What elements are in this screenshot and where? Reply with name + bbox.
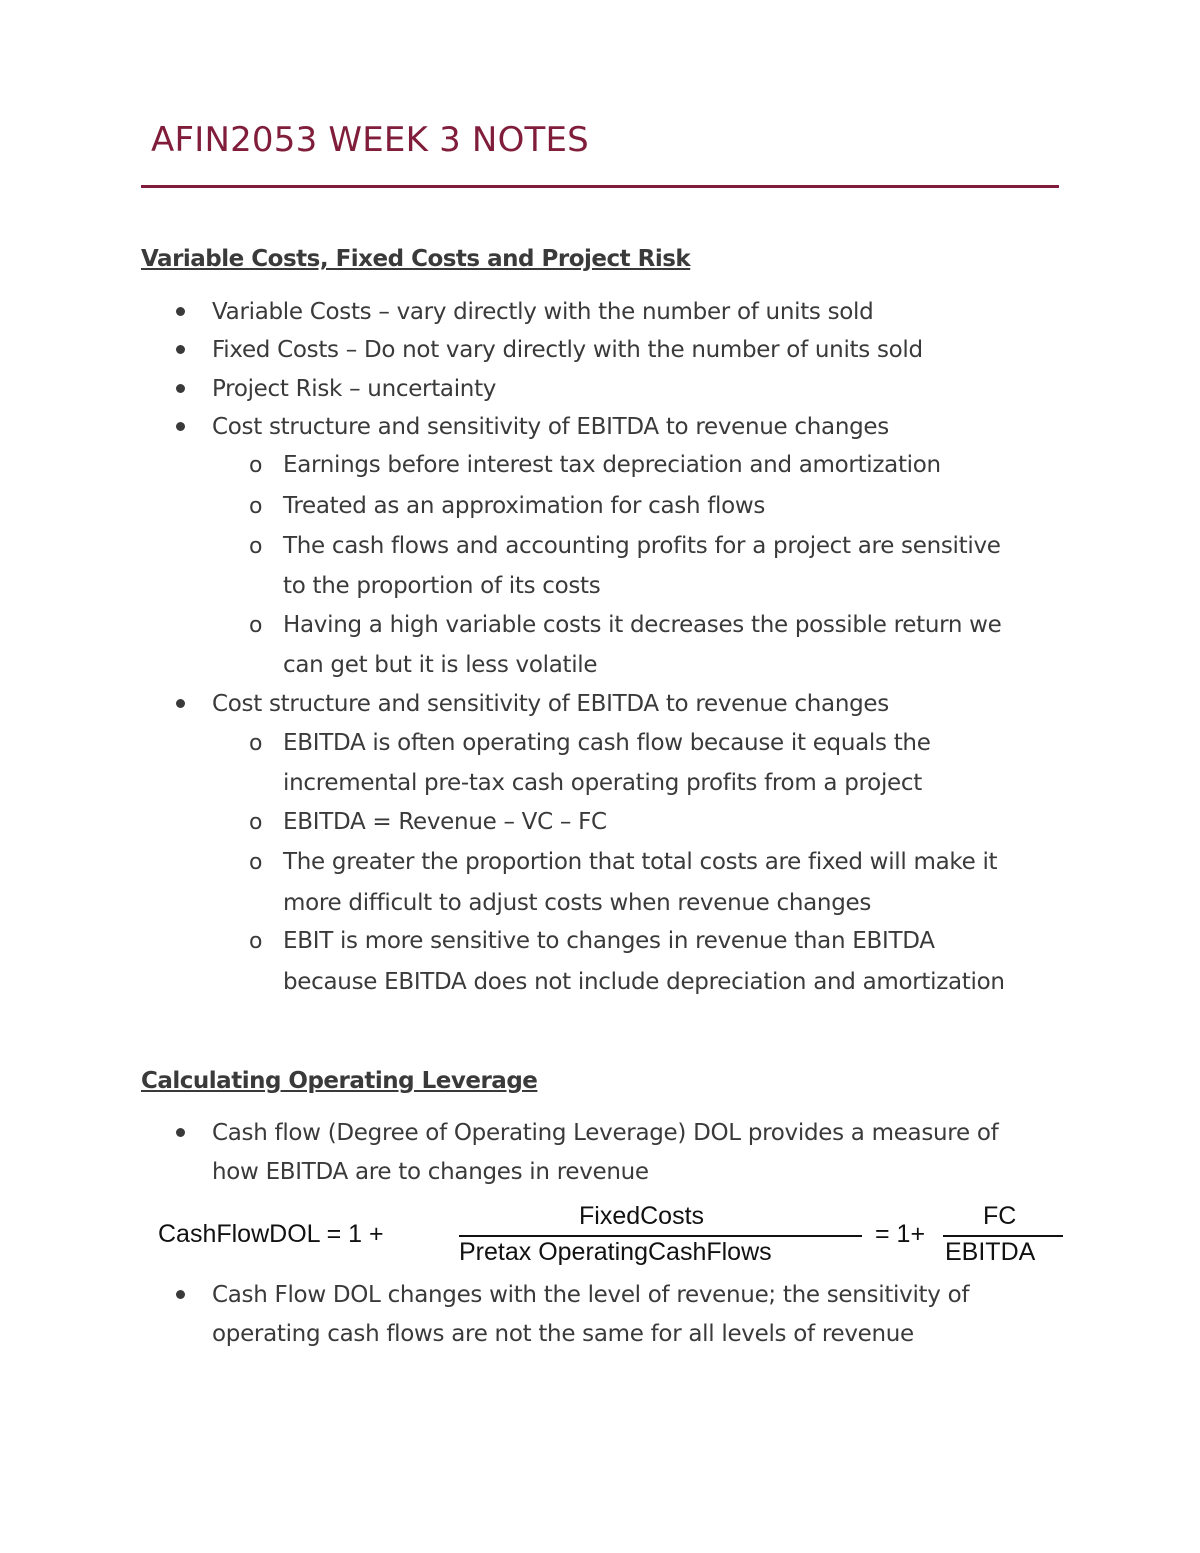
bullet-dot <box>176 422 185 431</box>
dol-formula <box>141 1200 1081 1275</box>
bullet-dot <box>176 1290 185 1299</box>
bullet-dot <box>176 307 185 316</box>
bullet-dot <box>176 699 185 708</box>
sub-bullet-approximation: Treated as an approximation for cash flows <box>283 493 766 519</box>
sub-bullet-ebit-line1: EBIT is more sensitive to changes in revenue than EBITDA <box>283 928 935 954</box>
formula-denominator-ebitda: EBITDA <box>945 1238 1036 1266</box>
formula-numerator-fc: FC <box>983 1202 1017 1230</box>
bullet-dol-line1: Cash flow (Degree of Operating Leverage) DOL provides a measure of <box>212 1120 999 1146</box>
bullet-dol-changes-line2: operating cash flows are not the same for all levels of revenue <box>212 1321 914 1347</box>
sub-bullet-marker: o <box>249 494 263 519</box>
bullet-dol-changes-line1: Cash Flow DOL changes with the level of revenue; the sensitivity of <box>212 1282 970 1308</box>
bullet-dot <box>176 384 185 393</box>
sub-bullet-marker: o <box>249 453 263 478</box>
formula-denominator-pretax-ocf: Pretax OperatingCashFlows <box>459 1238 772 1266</box>
bullet-dot <box>176 345 185 354</box>
section-heading-operating-leverage: Calculating Operating Leverage <box>141 1068 538 1094</box>
sub-bullet-ebitda-formula: EBITDA = Revenue – VC – FC <box>283 809 607 835</box>
sub-bullet-marker: o <box>249 850 263 875</box>
bullet-variable-costs: Variable Costs – vary directly with the number of units sold <box>212 299 874 325</box>
title-divider <box>141 185 1059 188</box>
sub-bullet-ebitda-definition: Earnings before interest tax depreciation and amortization <box>283 452 941 478</box>
sub-bullet-sensitive-line1: The cash flows and accounting profits for a project are sensitive <box>283 533 1001 559</box>
bullet-cost-structure-1: Cost structure and sensitivity of EBITDA to revenue changes <box>212 414 889 440</box>
bullet-fixed-costs: Fixed Costs – Do not vary directly with the number of units sold <box>212 337 923 363</box>
formula-equals-one-plus: = 1+ <box>875 1220 926 1248</box>
sub-bullet-marker: o <box>249 929 263 954</box>
sub-bullet-marker: o <box>249 731 263 756</box>
sub-bullet-fixed-proportion-line2: more difficult to adjust costs when revenue changes <box>283 890 872 916</box>
bullet-dol-line2: how EBITDA are to changes in revenue <box>212 1159 649 1185</box>
sub-bullet-marker: o <box>249 810 263 835</box>
sub-bullet-variable-line1: Having a high variable costs it decreases the possible return we <box>283 612 1002 638</box>
sub-bullet-marker: o <box>249 613 263 638</box>
sub-bullet-ocf-line2: incremental pre-tax cash operating profits from a project <box>283 770 922 796</box>
bullet-project-risk: Project Risk – uncertainty <box>212 376 497 402</box>
section-heading-variable-costs: Variable Costs, Fixed Costs and Project Risk <box>141 246 691 272</box>
sub-bullet-fixed-proportion-line1: The greater the proportion that total costs are fixed will make it <box>283 849 998 875</box>
sub-bullet-marker: o <box>249 534 263 559</box>
bullet-dot <box>176 1128 185 1137</box>
sub-bullet-sensitive-line2: to the proportion of its costs <box>283 573 601 599</box>
fraction-bar <box>459 1235 862 1237</box>
sub-bullet-ocf-line1: EBITDA is often operating cash flow because it equals the <box>283 730 931 756</box>
formula-numerator-fixed-costs: FixedCosts <box>579 1202 705 1230</box>
formula-lhs: CashFlowDOL = 1 + <box>158 1220 384 1248</box>
fraction-bar <box>943 1235 1063 1237</box>
sub-bullet-ebit-line2: because EBITDA does not include depreciation and amortization <box>283 969 1005 995</box>
bullet-cost-structure-2: Cost structure and sensitivity of EBITDA to revenue changes <box>212 691 889 717</box>
sub-bullet-variable-line2: can get but it is less volatile <box>283 652 598 678</box>
page-title: AFIN2053 WEEK 3 NOTES <box>151 120 589 160</box>
